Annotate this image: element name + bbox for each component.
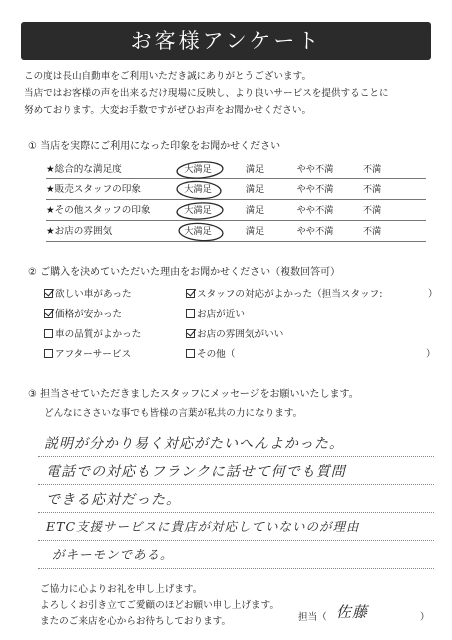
- row-divider: [46, 199, 426, 200]
- reason-item[interactable]: お店が近い: [186, 309, 245, 321]
- q1-row-label: ★その他スタッフの印象: [46, 205, 151, 216]
- q1-row-label: ★総合的な満足度: [46, 164, 122, 175]
- option-dissatisfied[interactable]: 不満: [362, 164, 382, 175]
- footer-line: ご協力に心よりお礼を申し上げます。: [40, 584, 203, 595]
- reason-item[interactable]: その他（: [186, 349, 235, 361]
- reason-item[interactable]: 欲しい車があった: [44, 289, 132, 301]
- staff-label: 担当（: [298, 612, 327, 623]
- checkbox[interactable]: [44, 329, 53, 338]
- message-line: [38, 456, 434, 457]
- q3-heading: ③ 担当させていただきましたスタッフにメッセージをお願いいたします。: [28, 389, 359, 400]
- footer-line: またのご来店を心からお待ちしております。: [40, 616, 232, 627]
- intro-line: 当店ではお客様の声を出来るだけ現場に反映し、より良いサービスを提供することに: [24, 88, 389, 99]
- close-paren: ）: [428, 289, 438, 300]
- selected-circle: [176, 160, 223, 179]
- option-satisfied[interactable]: 満足: [245, 164, 265, 175]
- checkbox[interactable]: [186, 349, 195, 358]
- page-title: お客様アンケート: [130, 29, 322, 53]
- row-divider: [46, 178, 426, 179]
- q3-subheading: どんなにささいな事でも皆様の言葉が私共の力になります。: [44, 408, 303, 419]
- message-handwriting[interactable]: できる応対だった。: [46, 492, 181, 508]
- row-divider: [46, 241, 426, 242]
- message-line: [38, 540, 434, 541]
- option-very-satisfied[interactable]: 大満足: [184, 184, 212, 195]
- message-handwriting[interactable]: 説明が分かり易く対応がたいへんよかった。: [44, 436, 344, 452]
- reason-item[interactable]: スタッフの対応がよかった（担当スタッフ:: [186, 289, 383, 301]
- checkbox-checked[interactable]: [186, 289, 195, 298]
- option-somewhat-dissatisfied[interactable]: やや不満: [296, 184, 334, 195]
- option-dissatisfied[interactable]: 不満: [362, 184, 382, 195]
- staff-close-paren: ）: [420, 612, 430, 623]
- q1-heading: ① 当店を実際にご利用になった印象をお聞かせください: [28, 141, 281, 152]
- message-handwriting[interactable]: 電話での対応もフランクに話せて何でも質問: [46, 464, 346, 480]
- staff-name-handwriting[interactable]: 佐藤: [336, 603, 369, 621]
- intro-text: [24, 68, 389, 119]
- message-line: [38, 568, 434, 569]
- option-satisfied[interactable]: 満足: [245, 184, 265, 195]
- selected-circle: [177, 180, 222, 199]
- close-paren: ）: [426, 349, 436, 360]
- q1-row-label: ★販売スタッフの印象: [46, 184, 141, 195]
- message-handwriting[interactable]: ETC支援サービスに貴店が対応していないのが理由: [46, 519, 360, 534]
- selected-circle: [177, 202, 224, 220]
- footer-line: よろしくお引き立てご愛顧のほどお願い申し上げます。: [40, 600, 280, 611]
- reason-item[interactable]: 車の品質がよかった: [44, 329, 141, 341]
- option-very-satisfied[interactable]: 大満足: [184, 226, 212, 237]
- option-dissatisfied[interactable]: 不満: [362, 226, 382, 237]
- checkbox[interactable]: [186, 309, 195, 318]
- checkbox-checked[interactable]: [44, 289, 53, 298]
- intro-line: 努めております。大変お手数ですがぜひお声をお聞かせください。: [24, 105, 312, 116]
- option-very-satisfied[interactable]: 大満足: [184, 164, 212, 175]
- option-very-satisfied[interactable]: 大満足: [184, 205, 212, 216]
- option-satisfied[interactable]: 満足: [245, 205, 265, 216]
- selection-circles: [170, 158, 232, 246]
- message-line: [38, 484, 434, 485]
- reason-item[interactable]: お店の雰囲気がいい: [186, 329, 283, 341]
- option-dissatisfied[interactable]: 不満: [362, 205, 382, 216]
- q1-row-label: ★お店の雰囲気: [46, 226, 113, 237]
- reason-item[interactable]: アフターサービス: [44, 349, 131, 361]
- title-bar: [21, 22, 431, 60]
- checkbox-checked[interactable]: [186, 329, 195, 338]
- checkbox-checked[interactable]: [44, 309, 53, 318]
- q2-heading: ② ご購入を決めていただいた理由をお聞かせください（複数回答可）: [28, 267, 341, 278]
- option-somewhat-dissatisfied[interactable]: やや不満: [296, 226, 334, 237]
- message-line: [38, 512, 434, 513]
- option-satisfied[interactable]: 満足: [245, 226, 265, 237]
- reason-item[interactable]: 価格が安かった: [44, 309, 122, 321]
- intro-line: この度は長山自動車をご利用いただき誠にありがとうございます。: [24, 71, 312, 82]
- message-handwriting[interactable]: がキーモンである。: [52, 547, 174, 562]
- row-divider: [46, 220, 426, 221]
- option-somewhat-dissatisfied[interactable]: やや不満: [296, 164, 334, 175]
- checkbox[interactable]: [44, 349, 53, 358]
- selected-circle: [178, 222, 223, 242]
- option-somewhat-dissatisfied[interactable]: やや不満: [296, 205, 334, 216]
